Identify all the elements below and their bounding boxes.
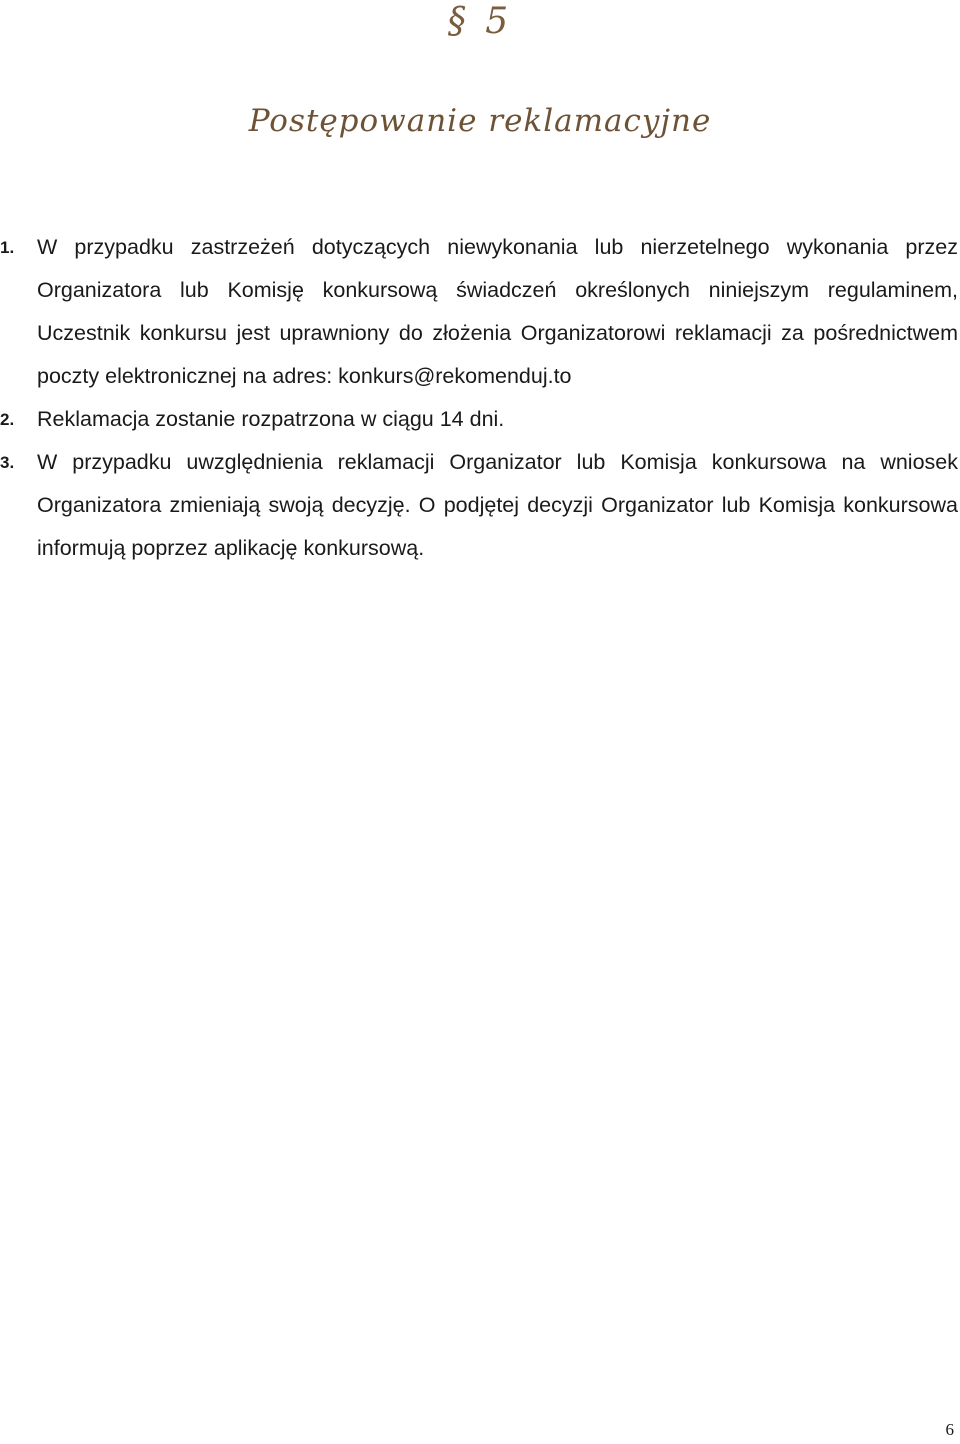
section-number: § 5 — [447, 1, 513, 42]
list-item — [0, 441, 960, 570]
list-item-text: Reklamacja zostanie rozpatrzona w ciągu 14 dni. — [37, 407, 505, 431]
section-title: Postępowanie reklamacyjne — [248, 103, 712, 139]
list-item — [0, 226, 960, 398]
list-item-text: W przypadku uwzględnienia reklamacji Organizator lub Komisja konkursowa na wniosek Organizatora zmieniają swoją decyzję. O podjętej decyzji Organizator lub Komisja konkursowa informują poprzez aplikację konkursową. — [37, 450, 958, 560]
list-item-number: 2. — [0, 410, 15, 429]
page-number: 6 — [945, 1420, 954, 1439]
list-item-number: 1. — [0, 238, 15, 257]
list-item-text: W przypadku zastrzeżeń dotyczących niewykonania lub nierzetelnego wykonania przez Organizatora lub Komisję konkursową świadczeń określonych niniejszym regulaminem, Uczestnik konkursu jest uprawniony do złożenia Organizatorowi reklamacji za pośrednictwem poczty elektronicznej na adres: konkurs@rekomenduj.to — [37, 235, 958, 388]
list-item-number: 3. — [0, 453, 15, 472]
list-item — [0, 398, 960, 441]
complaint-procedure-list — [0, 226, 960, 570]
